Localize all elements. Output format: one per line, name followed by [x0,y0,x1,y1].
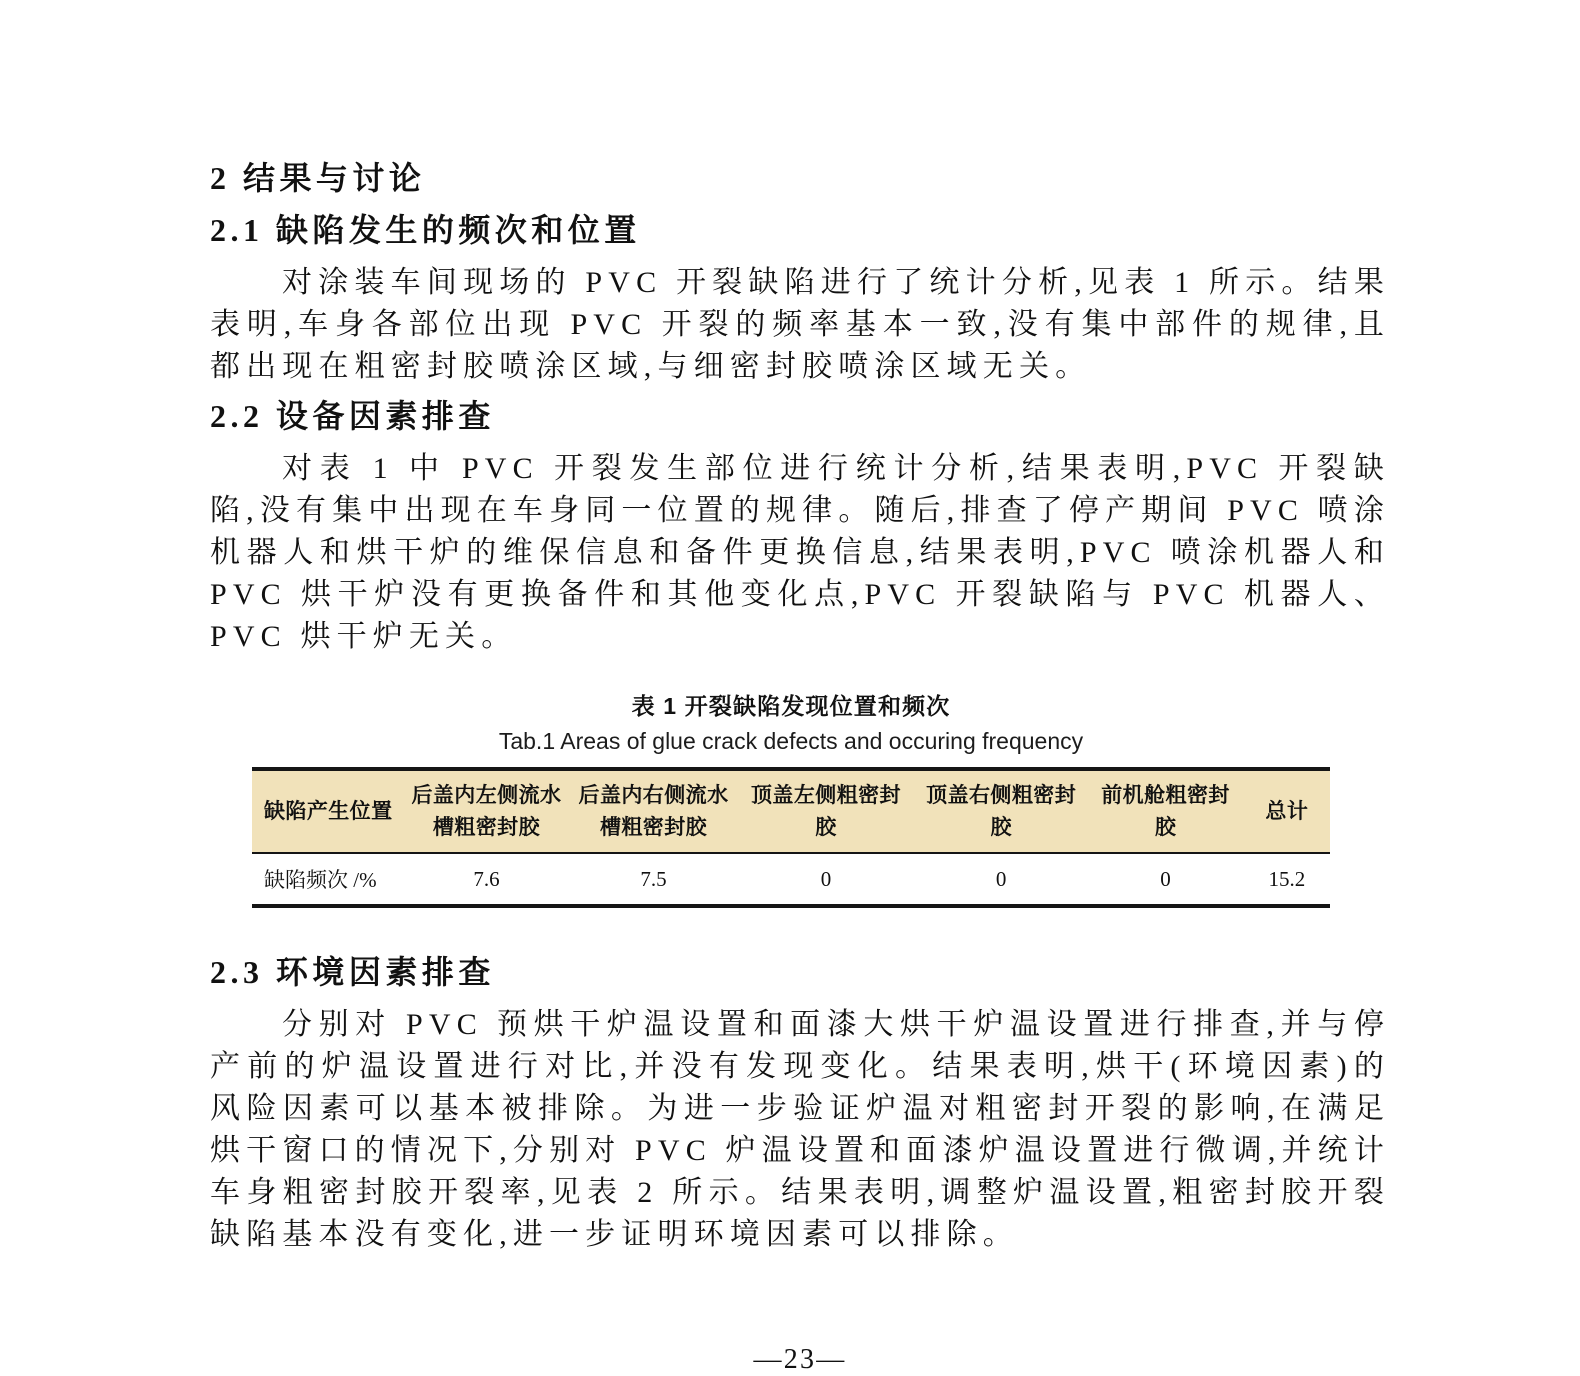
table-1-value-roof-left: 0 [737,853,915,906]
table-1-value-total: 15.2 [1244,853,1330,906]
page-number: —23— [753,1344,847,1375]
section-2-2-heading: 2.2 设备因素排查 [210,398,495,434]
table-1-value-rear-left: 7.6 [403,853,570,906]
table-1-col-header-roof-left: 顶盖左侧粗密封胶 [751,783,901,839]
table-1-header-row [252,769,1330,853]
table-1-col-header-location: 缺陷产生位置 [264,798,393,823]
table-1-col-header-engine-bay: 前机舱粗密封胶 [1101,783,1230,839]
table-row [252,853,1330,906]
table-1-block [252,688,1330,908]
table-1-row-label: 缺陷频次 /% [252,853,403,906]
table-1-col-header-total: 总计 [1265,798,1309,823]
table-1-col-header-rear-left: 后盖内左侧流水槽粗密封胶 [411,783,562,839]
table-1 [252,767,1330,908]
table-1-caption-en: Tab.1 Areas of glue crack defects and occuring frequency [498,728,1084,754]
section-2-1-paragraph: 对涂装车间现场的 PVC 开裂缺陷进行了统计分析,见表 1 所示。结果表明,车身各部位出现 PVC 开裂的频率基本一致,没有集中部件的规律,且都出现在粗密封胶喷涂区域,与细密封胶喷涂区域无关。 [210,266,1390,383]
table-1-value-rear-right: 7.5 [570,853,737,906]
table-1-caption-zh: 表 1 开裂缺陷发现位置和频次 [631,693,951,719]
table-1-col-header-roof-right: 顶盖右侧粗密封胶 [926,783,1077,839]
table-1-value-engine-bay: 0 [1087,853,1243,906]
table-1-value-roof-right: 0 [915,853,1087,906]
section-2-3-heading: 2.3 环境因素排查 [210,954,495,990]
section-2-3-paragraph: 分别对 PVC 预烘干炉温设置和面漆大烘干炉温设置进行排查,并与停产前的炉温设置进行对比,并没有发现变化。结果表明,烘干(环境因素)的风险因素可以基本被排除。为进一步验证炉温对粗密封开裂的影响,在满足烘干窗口的情况下,分别对 PVC 炉温设置和面漆炉温设置进行微调,并统计车身粗密封胶开裂率,见表 2 所示。结果表明,调整炉温设置,粗密封胶开裂缺陷基本没有变化,进一步证明环境因素可以排除。 [210,1008,1390,1251]
section-2-1-heading: 2.1 缺陷发生的频次和位置 [210,212,641,248]
section-2-2-paragraph: 对表 1 中 PVC 开裂发生部位进行统计分析,结果表明,PVC 开裂缺陷,没有集中出现在车身同一位置的规律。随后,排查了停产期间 PVC 喷涂机器人和烘干炉的维保信息和备件更换信息,结果表明,PVC 喷涂机器人和 PVC 烘干炉没有更换备件和其他变化点,PVC 开裂缺陷与 PVC 机器人、PVC 烘干炉无关。 [210,452,1390,653]
table-1-col-header-rear-right: 后盖内右侧流水槽粗密封胶 [578,783,729,839]
section-2-heading: 2 结果与讨论 [210,160,426,196]
